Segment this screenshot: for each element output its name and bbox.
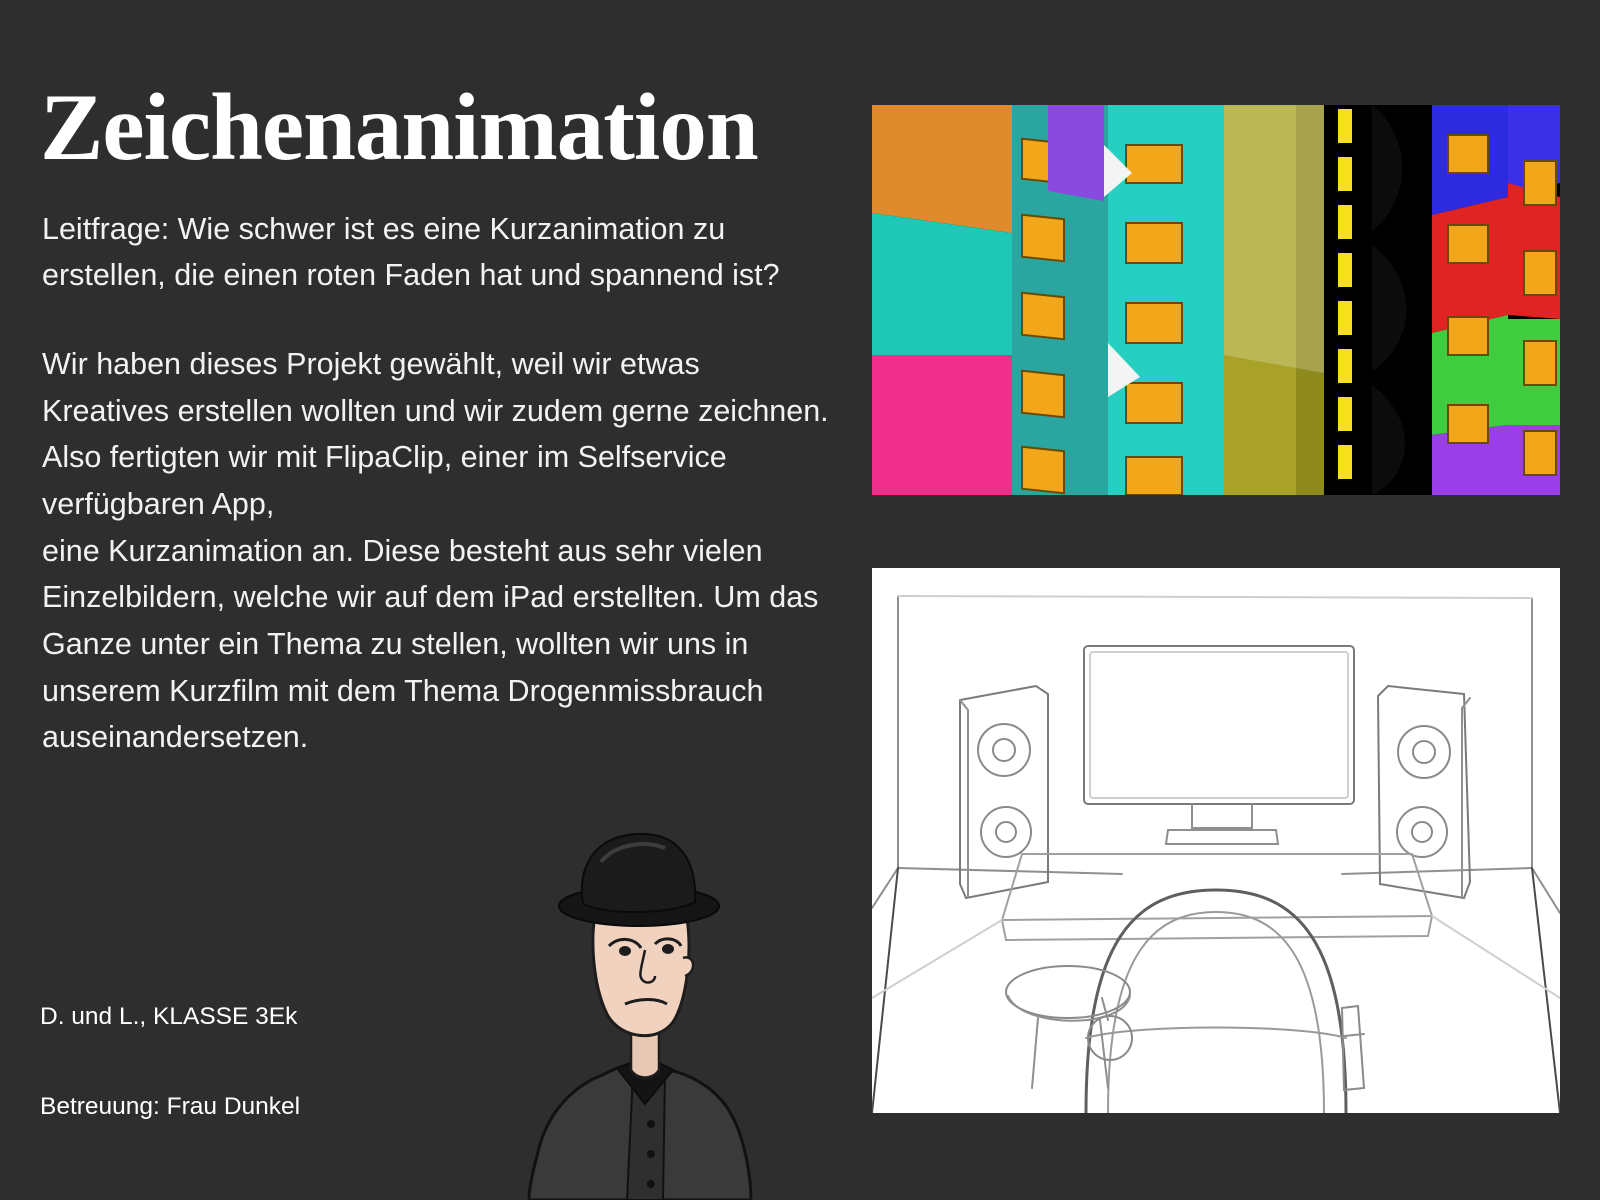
animation-frame-colored-street-scene [872,105,1560,495]
paragraph-spacer [42,299,832,341]
credits-authors: D. und L., KLASSE 3Ek [40,1003,298,1030]
left-content-column [38,74,858,761]
pencil-sketch-room-with-speakers [872,568,1560,1113]
project-description-paragraph-2: eine Kurzanimation an. Diese besteht aus sehr vielen Einzelbildern, welche wir auf dem iPad erstellten. Um das Ganze unter ein Thema zu stellen, wollten wir uns in unserem Kurzfilm mit dem Thema Drogenmissbrauch auseinandersetzen. [42,533,819,755]
leitfrage-paragraph: Leitfrage: Wie schwer ist es eine Kurzanimation zu erstellen, die einen roten Faden hat und spannend ist? [42,211,780,293]
credits-supervisor: Betreuung: Frau Dunkel [40,1093,301,1120]
character-man-with-hat-illustration [505,818,775,1200]
project-description-paragraph-1: Wir haben dieses Projekt gewählt, weil wir etwas Kreatives erstellen wollten und wir zudem gerne zeichnen. Also fertigten wir mit FlipaClip, einer im Selfservice verfügbaren App, [42,347,829,522]
page-title: Zeichenanimation [40,74,758,180]
slide-body-text [42,206,832,761]
